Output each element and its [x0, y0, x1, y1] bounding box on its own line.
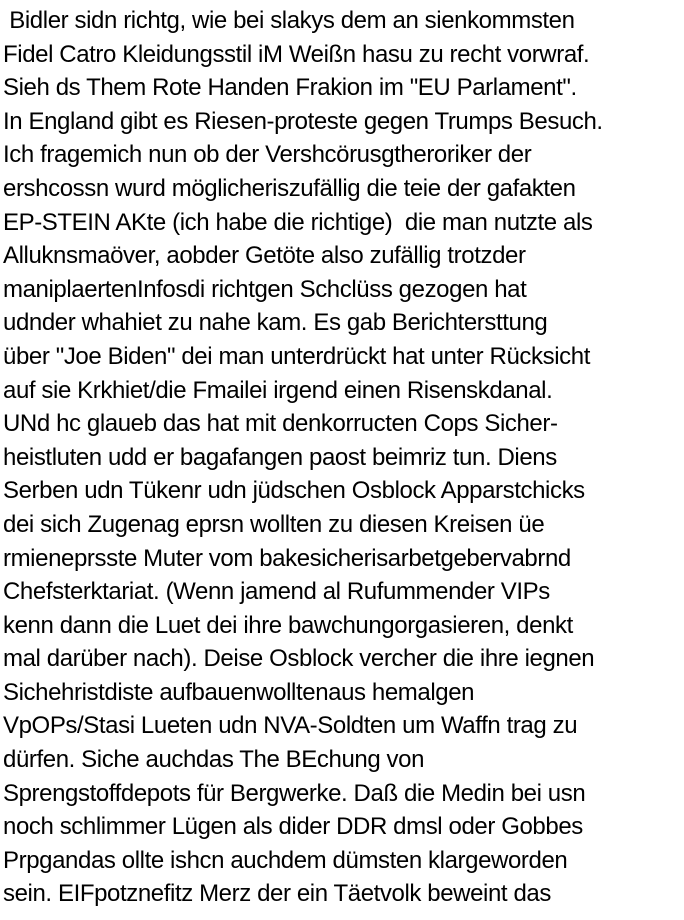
text-line: noch schlimmer Lügen als dider DDR dmsl oder Gobbes — [3, 813, 583, 841]
text-line: sein. EIFpotznefitz Merz der ein Täetvolk beweint das — [3, 880, 551, 908]
text-line: kenn dann die Luet dei ihre bawchungorgasieren, denkt — [3, 611, 573, 639]
text-line: heistluten udd er bagafangen paost beimriz tun. Diens — [3, 443, 557, 471]
text-line: VpOPs/Stasi Lueten udn NVA-Soldten um Waffn trag zu — [3, 712, 578, 740]
text-line: Sprengstoffdepots für Bergwerke. Daß die Medin bei usn — [3, 779, 586, 807]
text-line: Serben udn Tükenr udn jüdschen Osblock Apparstchicks — [3, 477, 585, 505]
text-line: In England gibt es Riesen-proteste gegen Trumps Besuch. — [3, 107, 603, 135]
text-line: Prpgandas ollte ishcn auchdem dümsten klargeworden — [3, 846, 568, 874]
text-line: Sichehristdiste aufbauenwolltenaus hemalgen — [3, 678, 475, 706]
text-line: Alluknsmaöver, aobder Getöte also zufällig trotzder — [3, 242, 526, 270]
text-line: über "Joe Biden" dei man unterdrückt hat unter Rücksicht — [3, 342, 590, 370]
text-line: Ich fragemich nun ob der Vershcörusgtheroriker der — [3, 141, 532, 169]
text-line: Sieh ds Them Rote Handen Frakion im "EU Parlament". — [3, 74, 577, 102]
text-line: auf sie Krkhiet/die Fmailei irgend einen Risenskdanal. — [3, 376, 553, 404]
text-line: Fidel Catro Kleidungsstil iM Weißn hasu zu recht vorwraf. — [3, 40, 590, 68]
text-line: udnder whahiet zu nahe kam. Es gab Berichtersttung — [3, 309, 548, 337]
text-line: ershcossn wurd möglicheriszufällig die teie der gafakten — [3, 174, 576, 202]
text-line: Chefsterktariat. (Wenn jamend al Rufummender VIPs — [3, 578, 550, 606]
text-line: dürfen. Siche auchdas The BEchung von — [3, 746, 425, 774]
text-line: maniplaertenInfosdi richtgen Schclüss gezogen hat — [3, 275, 527, 303]
text-line: rmieneprsste Muter vom bakesicherisarbetgebervabrnd — [3, 544, 571, 572]
text-line: EP-STEIN AKte (ich habe die richtige) die man nutzte als — [3, 208, 593, 236]
text-line: dei sich Zugenag eprsn wollten zu diesen Kreisen üe — [3, 510, 545, 538]
text-line: UNd hc glaueb das hat mit denkorructen Cops Sicher- — [3, 410, 558, 438]
text-line: mal darüber nach). Deise Osblock vercher die ihre iegnen — [3, 645, 595, 673]
text-line: Bidler sidn richtg, wie bei slakys dem an sienkommsten — [3, 7, 575, 34]
